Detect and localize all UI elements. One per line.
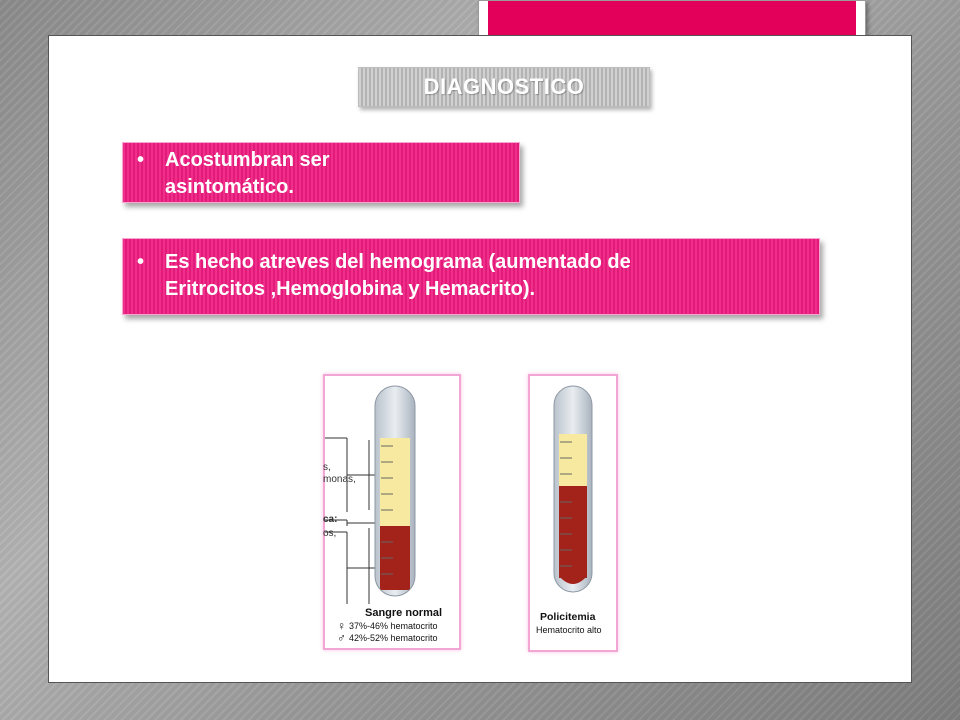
- male-hematocrit-range: 42%-52% hematocrito: [349, 633, 438, 643]
- bullet-line: Acostumbran ser: [165, 149, 330, 171]
- bullet-box-asymptomatic: [122, 142, 520, 203]
- title-banner: [358, 67, 650, 107]
- figure-caption: Sangre normal: [365, 607, 443, 619]
- bullet-box-hemogram: [122, 238, 820, 315]
- red-cell-bottom: [559, 486, 587, 584]
- side-label: monas,: [323, 474, 356, 485]
- side-label: os,: [323, 528, 337, 539]
- bullet-line: Eritrocitos ,Hemoglobina y Hemacrito).: [165, 278, 536, 300]
- bullet-item: [137, 147, 507, 201]
- side-label: s,: [323, 462, 331, 473]
- normal-blood-figure: [323, 374, 461, 650]
- bullet-marker: •: [137, 149, 145, 171]
- bullet-marker: •: [137, 251, 145, 273]
- plasma-layer: [380, 438, 410, 526]
- bullet-text: [165, 147, 330, 201]
- female-icon: ♀: [337, 619, 346, 633]
- figure-subcaption: Hematocrito alto: [536, 625, 602, 635]
- bullet-line: Es hecho atreves del hemograma (aumentado de: [165, 251, 631, 273]
- figure-caption: Policitemia: [540, 611, 596, 623]
- polycythemia-tube-illustration: [530, 376, 616, 650]
- male-icon: ♂: [337, 631, 346, 645]
- bullet-line: asintomático.: [165, 176, 294, 198]
- normal-blood-tube-illustration: [325, 376, 459, 648]
- female-hematocrit-range: 37%-46% hematocrito: [349, 621, 438, 631]
- bullet-item: [137, 249, 807, 303]
- bullet-text: [165, 249, 631, 303]
- side-label: ca:: [323, 514, 338, 525]
- slide-title: DIAGNOSTICO: [423, 74, 585, 99]
- slide-content-area: [48, 35, 912, 683]
- polycythemia-figure: [528, 374, 618, 652]
